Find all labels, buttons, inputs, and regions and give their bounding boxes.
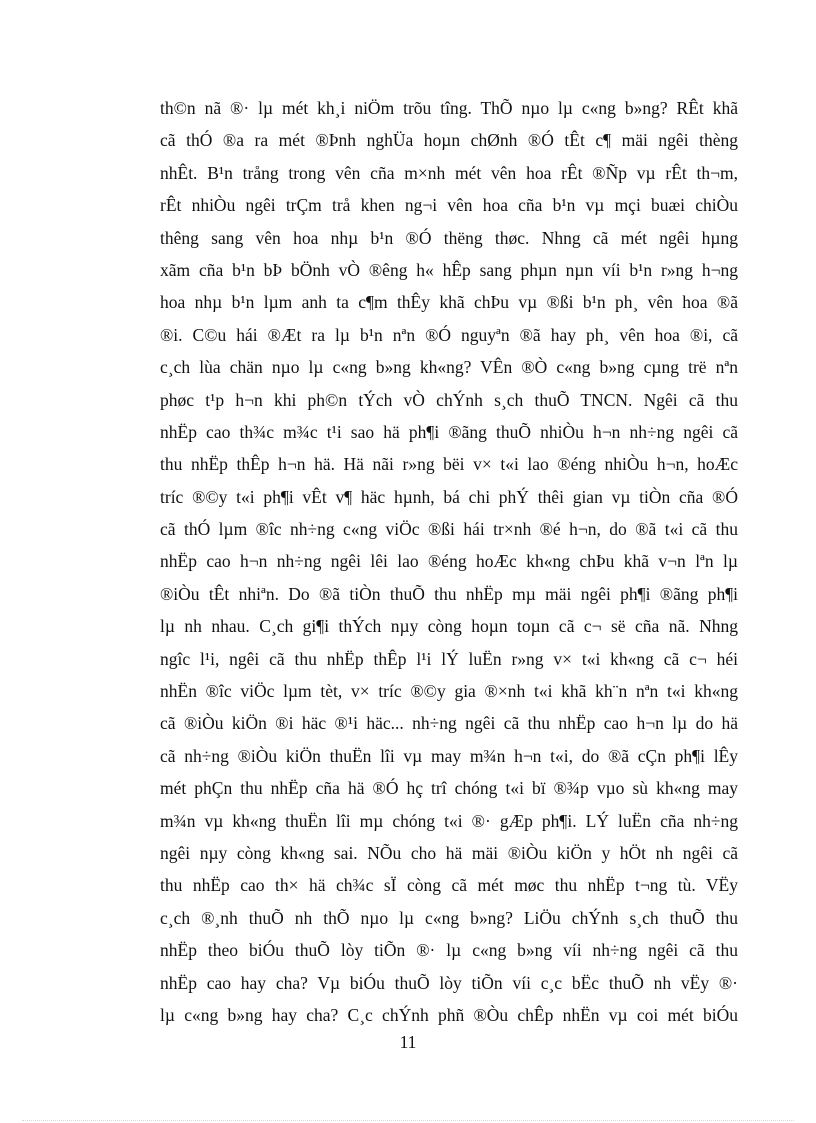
page-number: 11 <box>399 1032 417 1052</box>
text-line: cã ®iÒu kiÖn ®i häc ®¹i häc... nh÷ng ngêi cã thu nhËp cao h¬n lµ do hä <box>160 713 738 734</box>
text-line: c¸ch lùa chän nµo lµ c«ng b»ng kh«ng? VÊn ®Ò c«ng b»ng cµng trë nªn <box>160 357 738 378</box>
text-line: nhËp theo biÓu thuÕ lòy tiÕn ®· lµ c«ng b»ng víi nh÷ng ngêi cã thu <box>160 940 738 961</box>
text-line: nhËp cao hay cha? Vµ biÓu thuÕ lòy tiÕn víi c¸c bËc thuÕ nh vËy ®· <box>160 972 738 993</box>
text-line: m¾n vµ kh«ng thuËn lîi mµ chóng t«i ®· gÆp ph¶i. LÝ luËn cña nh÷ng <box>160 810 738 831</box>
text-line: nhËn ®îc viÖc lµm tèt, v× tríc ®©y gia ®×nh t«i khã kh¨n nªn t«i kh«ng <box>160 681 738 702</box>
text-line: ®iÒu tÊt nhiªn. Do ®ã tiÒn thuÕ thu nhËp mµ mäi ngêi ph¶i ®ãng ph¶i <box>160 583 738 604</box>
text-line: nhËp cao h¬n nh÷ng ngêi lêi lao ®éng hoÆc kh«ng chÞu khã v¬n lªn lµ <box>160 551 738 572</box>
page-bottom-rule <box>22 1120 794 1121</box>
body-text <box>160 92 738 1031</box>
text-line: cã thÓ ®a ra mét ®Þnh nghÜa hoµn chØnh ®Ó tÊt c¶ mäi ngêi thèng <box>160 130 738 151</box>
text-line: mét phÇn thu nhËp cña hä ®Ó hç trî chóng t«i bï ®¾p vµo sù kh«ng may <box>160 778 738 799</box>
text-line: nhËp cao th¾c m¾c t¹i sao hä ph¶i ®ãng thuÕ nhiÒu h¬n nh÷ng ngêi cã <box>160 421 738 442</box>
text-line: xãm cña b¹n bÞ bÖnh vÒ ®êng h« hÊp sang phµn nµn víi b¹n r»ng h¬ng <box>160 259 738 280</box>
text-line: phøc t¹p h¬n khi ph©n tÝch vÒ chÝnh s¸ch thuÕ TNCN. Ngêi cã thu <box>160 389 738 410</box>
text-line: thu nhËp cao th× hä ch¾c sÏ còng cã mét møc thu nhËp t¬ng tù. VËy <box>160 875 738 896</box>
text-line: cã nh÷ng ®iÒu kiÖn thuËn lîi vµ may m¾n h¬n t«i, do ®ã cÇn ph¶i lÊy <box>160 745 738 766</box>
text-line: c¸ch ®¸nh thuÕ nh thÕ nµo lµ c«ng b»ng? LiÖu chÝnh s¸ch thuÕ thu <box>160 907 738 928</box>
text-line: lµ c«ng b»ng hay cha? C¸c chÝnh phñ ®Òu chÊp nhËn vµ coi mét biÓu <box>160 1004 738 1025</box>
text-line: cã thÓ lµm ®îc nh÷ng c«ng viÖc ®ßi hái tr×nh ®é h¬n, do ®ã t«i cã thu <box>160 519 738 540</box>
text-line: thêng sang vên hoa nhµ b¹n ®Ó thëng thøc. Nhng cã mét ngêi hµng <box>160 227 738 248</box>
text-line: ngîc l¹i, ngêi cã thu nhËp thÊp l¹i lÝ luËn r»ng v× t«i kh«ng cã c¬ héi <box>160 648 738 669</box>
text-line: rÊt nhiÒu ngêi trÇm trå khen ng¬i vên hoa cña b¹n vµ mçi buæi chiÒu <box>160 195 738 216</box>
text-line: thu nhËp thÊp h¬n hä. Hä nãi r»ng bëi v× t«i lao ®éng nhiÒu h¬n, hoÆc <box>160 454 738 475</box>
text-line: hoa nhµ b¹n lµm anh ta c¶m thÊy khã chÞu vµ ®ßi b¹n ph¸ vên hoa ®ã <box>160 292 738 313</box>
text-line: th©n nã ®· lµ mét kh¸i niÖm trõu tîng. ThÕ nµo lµ c«ng b»ng? RÊt khã <box>160 98 738 118</box>
text-line: lµ nh nhau. C¸ch gi¶i thÝch nµy còng hoµn toµn cã c¬ së cña nã. Nhng <box>160 616 738 637</box>
text-line: nhÊt. B¹n trång trong vên cña m×nh mét vên hoa rÊt ®Ñp vµ rÊt th¬m, <box>160 162 738 183</box>
text-line: ngêi nµy còng kh«ng sai. NÕu cho hä mäi ®iÒu kiÖn y hÖt nh ngêi cã <box>160 842 738 863</box>
text-line: ®i. C©u hái ®Æt ra lµ b¹n nªn ®Ó nguyªn ®ã hay ph¸ vên hoa ®i, cã <box>160 324 738 345</box>
text-line: tríc ®©y t«i ph¶i vÊt v¶ häc hµnh, bá chi phÝ thêi gian vµ tiÒn cña ®Ó <box>160 486 738 507</box>
